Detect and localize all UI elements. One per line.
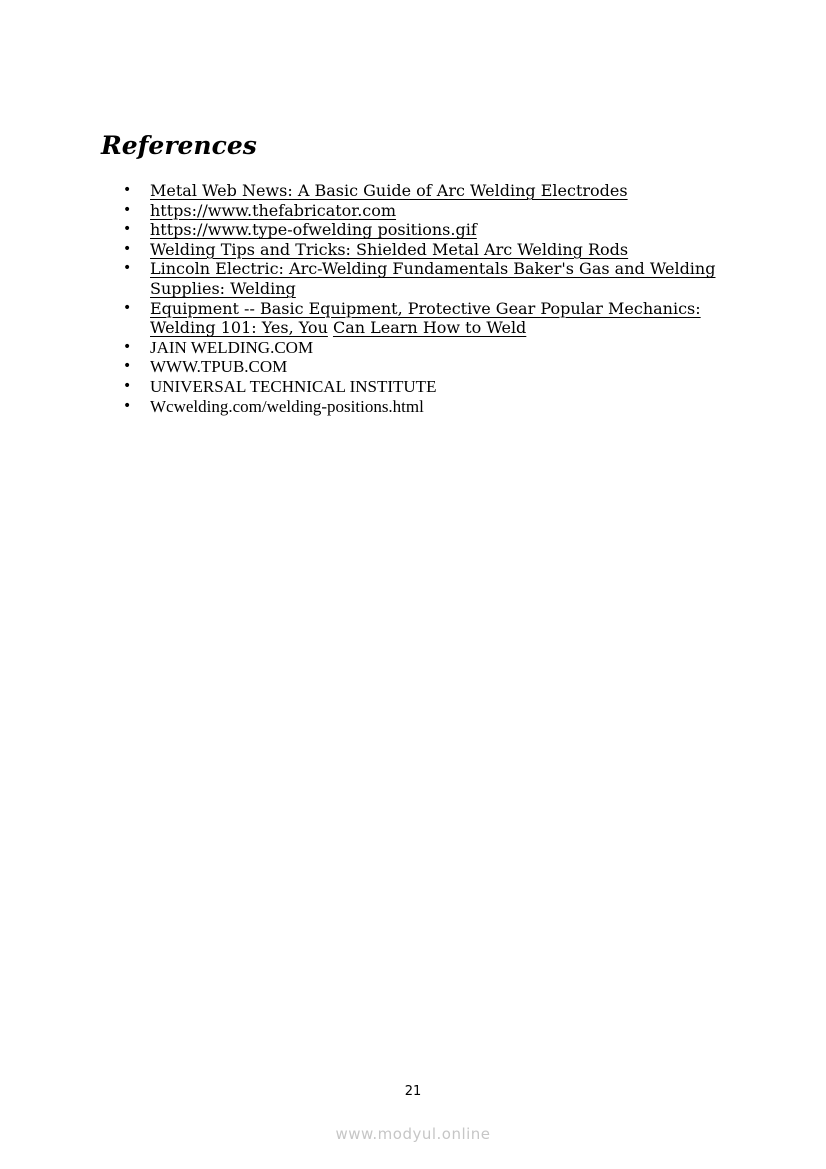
list-item <box>120 259 740 298</box>
list-item <box>120 357 740 377</box>
list-item <box>120 201 740 221</box>
bullet-icon: • <box>123 201 132 218</box>
watermark: www.modyul.online <box>335 1125 491 1143</box>
bullet-icon: • <box>123 338 132 355</box>
list-item <box>120 377 740 397</box>
reference-link[interactable]: Welding Tips and Tricks: Shielded Metal Arc Welding Rods <box>150 239 629 259</box>
bullet-icon: • <box>123 377 132 394</box>
reference-text: WWW.TPUB.COM <box>150 357 288 377</box>
page-title: References <box>101 131 257 160</box>
reference-text: JAIN WELDING.COM <box>150 337 314 357</box>
page-number: 21 <box>404 1084 422 1099</box>
bullet-icon: • <box>123 182 132 198</box>
reference-link[interactable]: https://www.type-ofwelding positions.gif <box>150 220 477 240</box>
references-list <box>120 181 740 416</box>
reference-link[interactable]: Equipment -- Basic Equipment, Protective Gear Popular Mechanics: Welding 101: Yes, You <box>150 298 701 338</box>
list-item <box>120 220 740 240</box>
list-item <box>120 181 740 201</box>
bullet-icon: • <box>123 240 132 257</box>
reference-text: Wcwelding.com/welding-positions.html <box>150 396 424 416</box>
list-item <box>120 338 740 358</box>
bullet-icon: • <box>123 260 132 277</box>
reference-link[interactable]: https://www.thefabricator.com <box>150 200 397 220</box>
bullet-icon: • <box>123 221 132 238</box>
reference-text: UNIVERSAL TECHNICAL INSTITUTE <box>150 376 437 396</box>
list-item <box>120 299 740 338</box>
bullet-icon: • <box>123 299 132 316</box>
list-item <box>120 397 740 417</box>
reference-link[interactable]: Lincoln Electric: Arc-Welding Fundamentals Baker's Gas and Welding Supplies: Welding <box>150 259 716 298</box>
bullet-icon: • <box>123 397 132 414</box>
reference-link[interactable]: Metal Web News: A Basic Guide of Arc Welding Electrodes <box>150 181 628 200</box>
bullet-icon: • <box>123 358 132 375</box>
list-item <box>120 240 740 260</box>
reference-link[interactable]: Can Learn How to Weld <box>332 318 527 338</box>
